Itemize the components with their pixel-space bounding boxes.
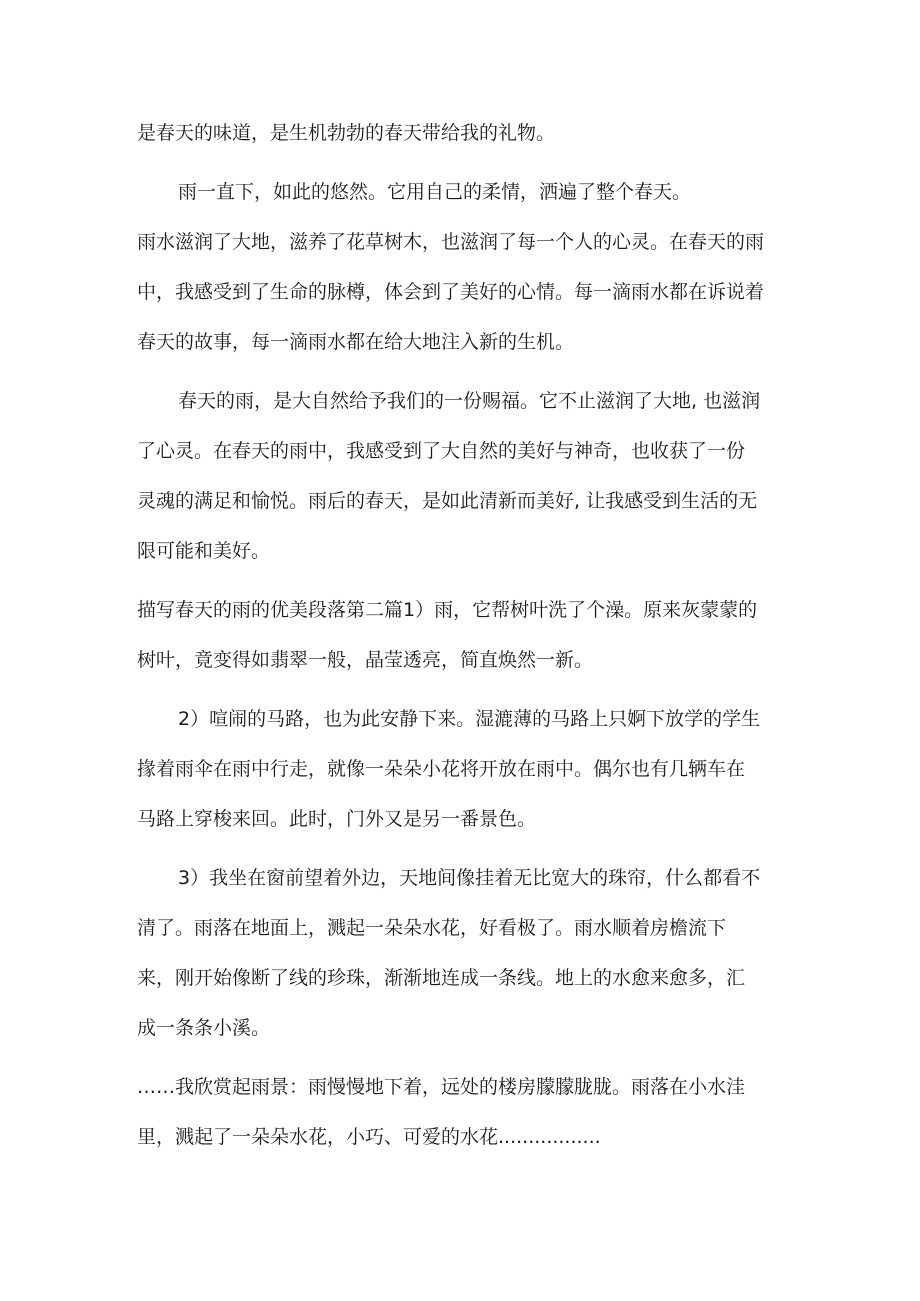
text-line: 春天的雨，是大自然给予我们的一份赐福。它不止滋润了大地, 也滋润	[178, 390, 761, 412]
text-line: 雨一直下，如此的悠然。它用自己的柔情，洒遍了整个春天。	[178, 181, 692, 203]
text-line: 限可能和美好。	[137, 540, 271, 562]
text-line: 2）喧闹的马路，也为此安静下来。湿漉薄的马路上只婀下放学的学生	[178, 708, 761, 730]
text-line: 雨水滋润了大地，滋养了花草树木，也滋润了每一个人的心灵。在春天的雨	[137, 231, 765, 253]
text-line: 是春天的味道，是生机勃勃的春天带给我的礼物。	[137, 122, 556, 144]
text-line: 灵魂的满足和愉悦。雨后的春天，是如此清新而美好, 让我感受到生活的无	[137, 490, 758, 512]
text-line: 里，溅起了一朵朵水花，小巧、可爱的水花.................	[137, 1126, 601, 1148]
text-line: 掾着雨伞在雨中行走，就像一朵朵小花将开放在雨中。偶尔也有几辆车在	[137, 758, 746, 780]
text-line: 春天的故事，每一滴雨水都在给大地注入新的生机。	[137, 331, 575, 353]
text-line: 中，我感受到了生命的脉樽，体会到了美好的心情。每一滴雨水都在诉说着	[137, 281, 765, 303]
text-line: ……我欣赏起雨景：雨慢慢地下着，远处的楼房朦朦胧胧。雨落在小水洼	[137, 1076, 746, 1098]
text-line: 3）我坐在窗前望着外边，天地间像挂着无比宽大的珠帘，什么都看不	[178, 867, 761, 889]
text-line: 描写春天的雨的优美段落第二篇1）雨，它帮树叶洗了个澡。原来灰蒙蒙的	[137, 599, 758, 621]
text-line: 成一条条小溪。	[137, 1017, 271, 1039]
text-line: 来，刚开始像断了线的珍珠，渐渐地连成一条线。地上的水愈来愈多，汇	[137, 967, 746, 989]
text-line: 了心灵。在春天的雨中，我感受到了大自然的美好与神奇，也收获了一份	[137, 440, 746, 462]
text-line: 清了。雨落在地面上，溅起一朵朵水花，好看极了。雨水顺着房檐流下	[137, 917, 727, 939]
text-line: 树叶，竟变得如翡翠一般，晶莹透亮，简直焕然一新。	[137, 649, 594, 671]
text-line: 马路上穿梭来回。此时，门外又是另一番景色。	[137, 808, 537, 830]
